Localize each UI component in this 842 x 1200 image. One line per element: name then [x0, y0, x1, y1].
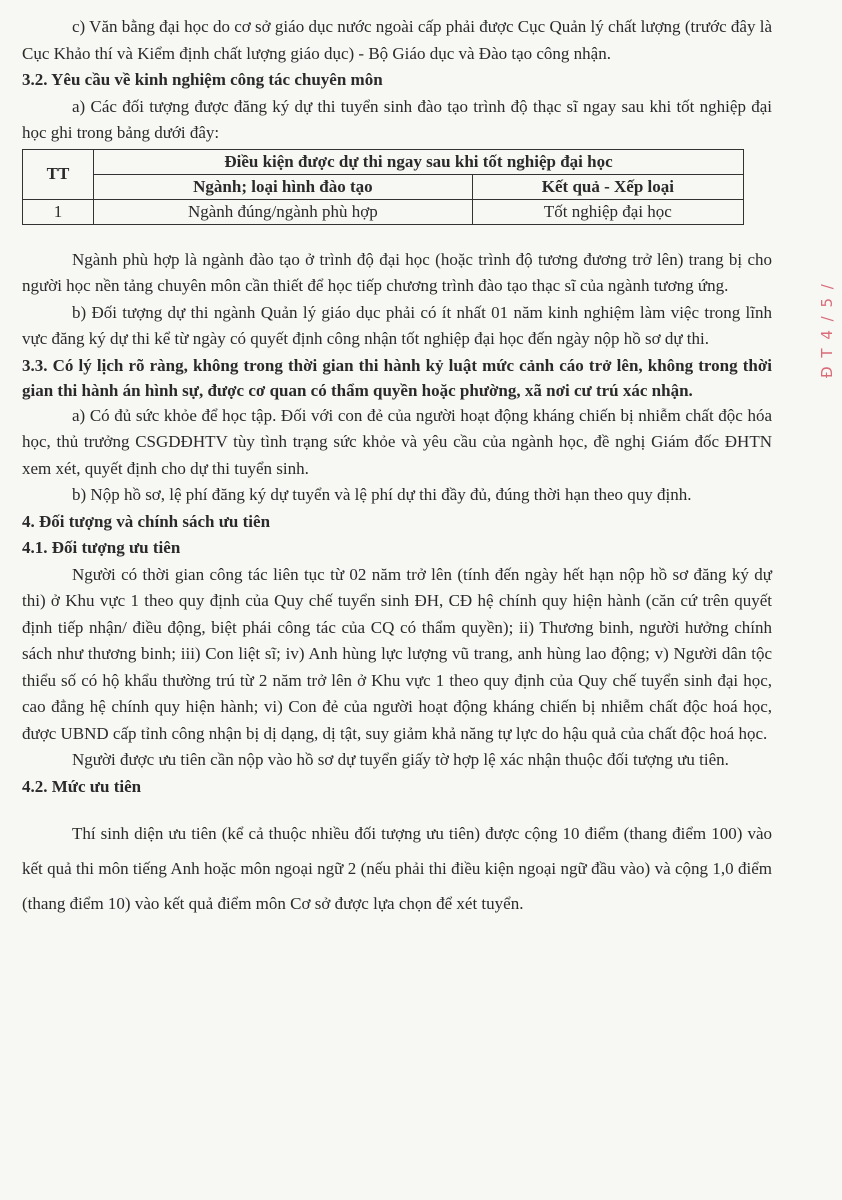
table-cell-ketqua: Tốt nghiệp đại học: [472, 199, 743, 224]
table-cell-tt: 1: [23, 199, 94, 224]
table-cell-nganh: Ngành đúng/ngành phù hợp: [94, 199, 473, 224]
side-handwritten-mark: Đ T 4 / 5 /: [818, 282, 836, 378]
table-header-group: Điều kiện được dự thi ngay sau khi tốt nghiệp đại học: [94, 149, 744, 174]
paragraph-a-3-2: a) Các đối tượng được đăng ký dự thi tuyển sinh đào tạo trình độ thạc sĩ ngay sau khi tốt nghiệp đại học ghi trong bảng dưới đây:: [22, 96, 772, 142]
paragraph-c-degree: c) Văn bằng đại học do cơ sở giáo dục nước ngoài cấp phải được Cục Quản lý chất lượng (trước đây là Cục Khảo thí và Kiểm định chất lượng giáo dục) - Bộ Giáo dục và Đào tạo công nhận.: [22, 17, 772, 63]
table-header-ketqua: Kết quả - Xếp loại: [472, 174, 743, 199]
conditions-table: [22, 149, 744, 225]
spacer: [22, 225, 772, 247]
paragraph-4-1-b: Người được ưu tiên cần nộp vào hồ sơ dự tuyển giấy tờ hợp lệ xác nhận thuộc đối tượng ưu tiên.: [72, 750, 729, 769]
table-header-nganh: Ngành; loại hình đào tạo: [94, 174, 473, 199]
paragraph-4-2: Thí sinh diện ưu tiên (kể cả thuộc nhiều đối tượng ưu tiên) được cộng 10 điểm (thang điểm 100) vào kết quả thi môn tiếng Anh hoặc môn ngoại ngữ 2 (nếu phải thi điều kiện ngoại ngữ đầu vào) và cộng 1,0 điểm (thang điểm 10) vào kết quả điểm môn Cơ sở được lựa chọn để xét tuyển.: [22, 824, 772, 913]
spacer: [22, 800, 772, 816]
paragraph-a-3-3: a) Có đủ sức khỏe để học tập. Đối với con đẻ của người hoạt động kháng chiến bị nhiễm chất độc hóa học, thủ trưởng CSGDĐHTV tùy tình trạng sức khỏe và yêu cầu của ngành học, đề nghị Giám đốc ĐHTN xem xét, quyết định cho dự thi tuyển sinh.: [22, 405, 772, 478]
heading-3-3: 3.3. Có lý lịch rõ ràng, không trong thời gian thi hành kỷ luật mức cảnh cáo trở lên, không trong thời gian thi hành án hình sự, được cơ quan có thẩm quyền hoặc phường, xã nơi cư trú xác nhận.: [22, 355, 772, 400]
heading-4-2: 4.2. Mức ưu tiên: [22, 776, 142, 796]
heading-4: 4. Đối tượng và chính sách ưu tiên: [22, 511, 271, 531]
table-row: [23, 199, 744, 224]
table-header-tt: TT: [23, 149, 94, 199]
paragraph-4-1-a: Người có thời gian công tác liên tục từ 02 năm trở lên (tính đến ngày hết hạn nộp hồ sơ đăng ký dự thi) ở Khu vực 1 theo quy định của Quy chế tuyển sinh ĐH, CĐ hệ chính quy hiện hành (căn cứ trên quyết định tiếp nhận/ điều động, biệt phái công tác của CQ có thẩm quyền); ii) Thương binh, người hưởng chính sách như thương binh; iii) Con liệt sĩ; iv) Anh hùng lực lượng vũ trang, anh hùng lao động; v) Người dân tộc thiểu số có hộ khẩu thường trú từ 2 năm trở lên ở Khu vực 1 theo quy định của Quy chế tuyển sinh đại học, cao đẳng hệ chính quy hiện hành; vi) Con đẻ của người hoạt động kháng chiến bị nhiễm chất độc hoá học, được UBND cấp tỉnh công nhận bị dị dạng, dị tật, suy giảm khả năng tự lực do hậu quả của chất độc hoá học.: [22, 564, 772, 743]
heading-4-1: 4.1. Đối tượng ưu tiên: [22, 538, 181, 557]
paragraph-b-3-2: b) Đối tượng dự thi ngành Quản lý giáo dục phải có ít nhất 01 năm kinh nghiệm làm việc trong lĩnh vực đăng ký dự thi kể từ ngày có quyết định công nhận tốt nghiệp đại học đến ngày nộp hồ sơ dự thi.: [22, 302, 772, 348]
paragraph-nganh-phu-hop: Ngành phù hợp là ngành đào tạo ở trình độ đại học (hoặc trình độ tương đương trở lên) trang bị cho người học nền tảng chuyên môn cần thiết để học tiếp chương trình đào tạo thạc sĩ của ngành tương ứng.: [22, 249, 772, 295]
paragraph-b-3-3: b) Nộp hồ sơ, lệ phí đăng ký dự tuyển và lệ phí dự thi đầy đủ, đúng thời hạn theo quy định.: [72, 485, 692, 504]
heading-3-2: 3.2. Yêu cầu về kinh nghiệm công tác chuyên môn: [22, 70, 383, 89]
